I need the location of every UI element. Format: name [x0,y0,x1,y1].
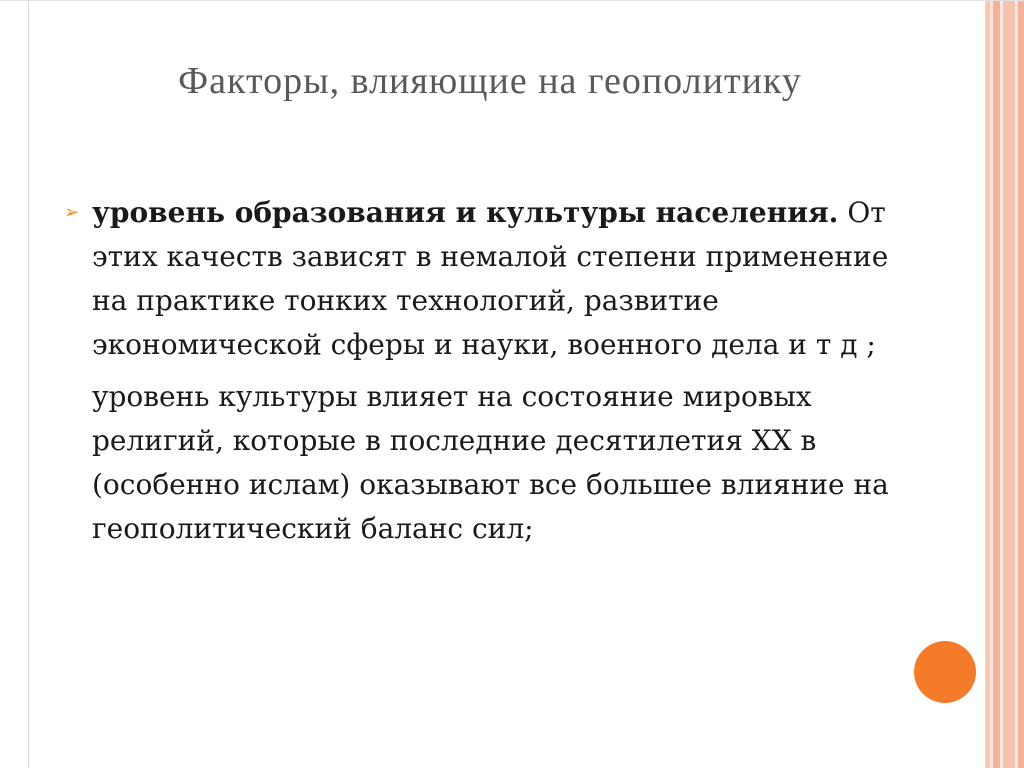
slide-content [62,191,922,551]
paragraph-text: уровень культуры влияет на состояние мировых религий, которые в последние десятилетия XX в (особенно ислам) оказывают все большее влияние на геополитический баланс сил; [92,380,889,545]
decorative-circle [914,641,976,703]
decorative-stripe [1003,1,1015,768]
bullet-paragraph [62,191,922,367]
bold-lead-text: уровень образования и культуры населения. [92,196,839,229]
decorative-stripe [1018,1,1024,768]
paragraph-text: От этих качеств зависят в немалой степени применение на практике тонких технологий, развитие экономической сферы и науки, военного дела и т д ; [92,196,889,361]
paragraph [62,375,922,551]
slide-title: Факторы, влияющие на геополитику [178,60,802,102]
arrow-bullet-icon: ➢ [64,202,80,223]
decorative-stripe [993,1,1000,768]
